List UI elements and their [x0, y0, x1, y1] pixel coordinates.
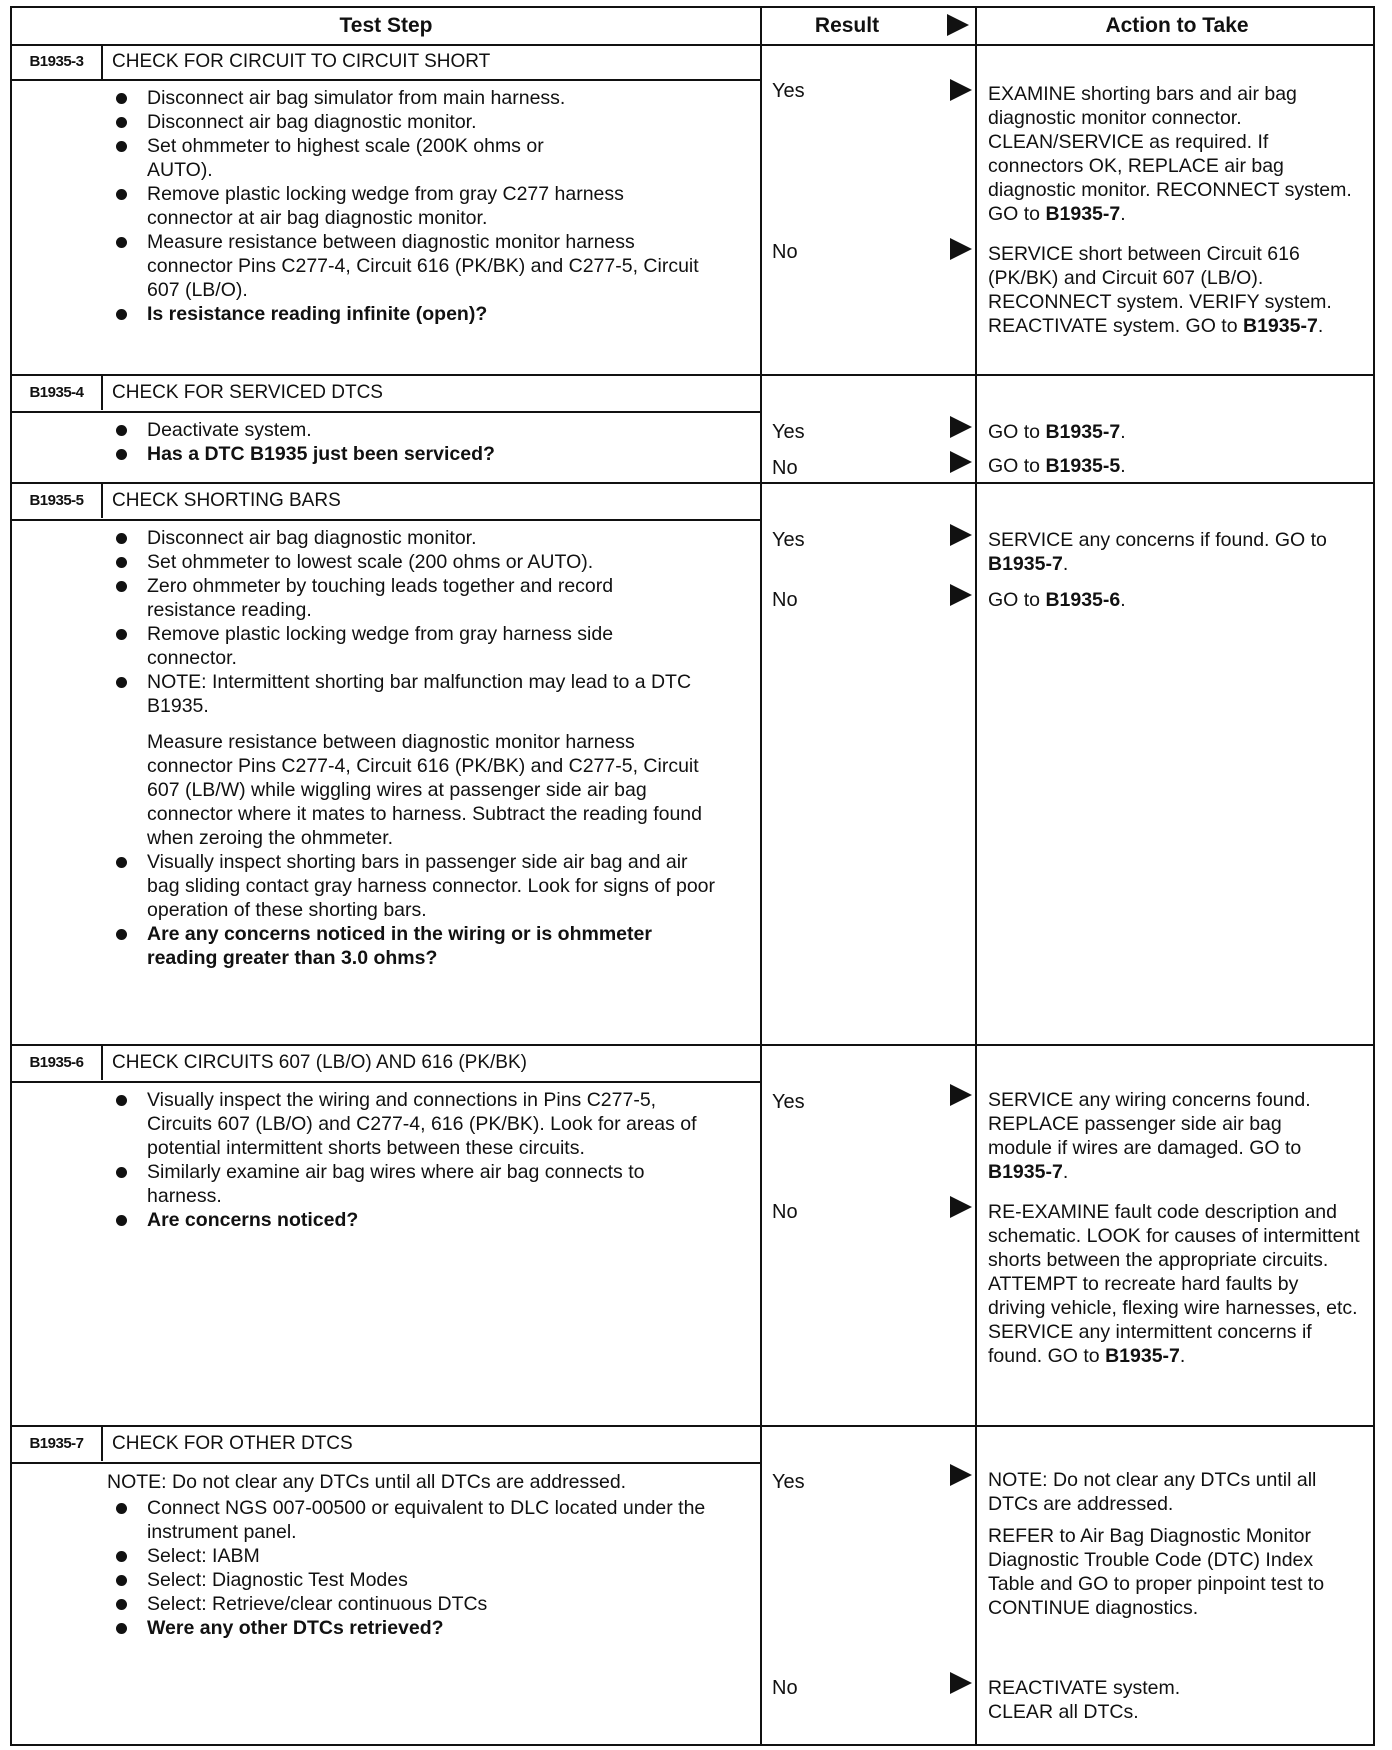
step-paragraph: Measure resistance between diagnostic monitor harness connector Pins C277-4, Circuit 616 (PK/BK) and C277-5, Circuit 607 (LB/W) while wiggling wires at passenger side air bag connector where it mates to harness. Subtract the reading found when zeroing the ohmmeter. [147, 731, 702, 849]
header-result: Result [814, 14, 880, 37]
step-title: CHECK SHORTING BARS [112, 490, 341, 511]
result-no: No [772, 241, 798, 263]
step-title: CHECK FOR SERVICED DTCS [112, 382, 383, 403]
step-instruction: Disconnect air bag simulator from main harness. [107, 86, 747, 110]
step-instruction: Connect NGS 007-00500 or equivalent to DLC located under the instrument panel. [107, 1496, 707, 1544]
arrow-icon [950, 524, 972, 546]
result-yes: Yes [772, 80, 805, 102]
step-body [107, 1470, 747, 1640]
action-no: RE-EXAMINE fault code description and schematic. LOOK for causes of intermittent shorts between the appropriate circuits. ATTEMPT to recreate hard faults by driving vehicle, flexing wire harnesses, etc. SERVICE any intermittent concerns if found. GO to B1935-7. [988, 1201, 1360, 1367]
step-instruction: Select: Retrieve/clear continuous DTCs [107, 1592, 747, 1616]
step-id-divider [101, 376, 103, 410]
step-instruction: Select: Diagnostic Test Modes [107, 1568, 747, 1592]
step-instruction: Visually inspect the wiring and connections in Pins C277-5, Circuits 607 (LB/O) and C277-4, 616 (PK/BK). Look for areas of potential intermittent shorts between these circuits. [107, 1088, 717, 1160]
step-instruction: Deactivate system. [107, 418, 747, 442]
step-question: Are concerns noticed? [107, 1208, 747, 1232]
column-divider-result [760, 8, 762, 1744]
step-id-divider [101, 1427, 103, 1461]
step-title: CHECK FOR CIRCUIT TO CIRCUIT SHORT [112, 51, 491, 72]
step-instruction: Zero ohmmeter by touching leads together and record resistance reading. [107, 574, 707, 622]
header-test-step: Test Step [339, 14, 433, 37]
arrow-icon [950, 79, 972, 101]
result-no: No [772, 589, 798, 611]
arrow-icon [950, 1464, 972, 1486]
arrow-icon [950, 1084, 972, 1106]
step-instruction: Remove plastic locking wedge from gray C277 harness connector at air bag diagnostic monitor. [107, 182, 687, 230]
action-no: GO to B1935-6. [988, 589, 1126, 611]
header-action: Action to Take [1105, 14, 1249, 37]
action-yes: EXAMINE shorting bars and air bag diagnostic monitor connector. CLEAN/SERVICE as required. If connectors OK, REPLACE air bag diagnostic monitor. RECONNECT system. GO to B1935-7. [988, 83, 1352, 225]
step-body [107, 526, 747, 970]
step-instruction: Measure resistance between diagnostic monitor harness connector Pins C277-4, Circuit 616 (PK/BK) and C277-5, Circuit 607 (LB/O). [107, 230, 707, 302]
step-question: Has a DTC B1935 just been serviced? [107, 442, 747, 466]
step-body [107, 86, 747, 326]
arrow-icon [950, 238, 972, 260]
action-yes: GO to B1935-7. [988, 421, 1126, 443]
step-body [107, 418, 747, 466]
action-yes: NOTE: Do not clear any DTCs until all DTCs are addressed. REFER to Air Bag Diagnostic Monitor Diagnostic Trouble Code (DTC) Index Table and GO to proper pinpoint test to CONTINUE diagnostics. [988, 1469, 1325, 1619]
action-no: GO to B1935-5. [988, 455, 1126, 477]
step-instruction: Similarly examine air bag wires where air bag connects to harness. [107, 1160, 687, 1208]
step-instruction: Set ohmmeter to lowest scale (200 ohms or AUTO). [107, 550, 747, 574]
step-id: B1935-5 [29, 492, 84, 509]
step-title-underline [12, 1081, 760, 1083]
step-id-divider [101, 484, 103, 518]
step-id: B1935-6 [29, 1054, 84, 1071]
action-yes: SERVICE any wiring concerns found. REPLACE passenger side air bag module if wires are damaged. GO to B1935-7. [988, 1089, 1311, 1183]
step-title-underline [12, 411, 760, 413]
step-id: B1935-7 [29, 1435, 84, 1452]
step-question: Were any other DTCs retrieved? [107, 1616, 747, 1640]
action-no: REACTIVATE system. CLEAR all DTCs. [988, 1677, 1181, 1723]
step-id-divider [101, 45, 103, 79]
result-yes: Yes [772, 1091, 805, 1113]
step-id: B1935-4 [29, 384, 84, 401]
arrow-icon [950, 1672, 972, 1694]
action-no: SERVICE short between Circuit 616 (PK/BK) and Circuit 607 (LB/O). RECONNECT system. VERIFY system. REACTIVATE system. GO to B1935-7. [988, 243, 1332, 337]
step-id-divider [101, 1046, 103, 1080]
step-instruction: Set ohmmeter to highest scale (200K ohms or AUTO). [107, 134, 607, 182]
arrow-icon [950, 584, 972, 606]
step-title-underline [12, 519, 760, 521]
step-note: NOTE: Do not clear any DTCs until all DTCs are addressed. [107, 1471, 627, 1493]
arrow-icon [950, 416, 972, 438]
step-instruction: Remove plastic locking wedge from gray harness side connector. [107, 622, 707, 670]
result-yes: Yes [772, 421, 805, 443]
step-title-underline [12, 1462, 760, 1464]
step-body [107, 1088, 747, 1232]
step-question: Is resistance reading infinite (open)? [107, 302, 747, 326]
step-id: B1935-3 [29, 53, 84, 70]
diagnostic-table [10, 6, 1375, 1746]
result-no: No [772, 1201, 798, 1223]
arrow-icon [950, 451, 972, 473]
step-question: Are any concerns noticed in the wiring or is ohmmeter reading greater than 3.0 ohms? [107, 922, 707, 970]
result-yes: Yes [772, 1471, 805, 1493]
result-no: No [772, 457, 798, 479]
step-instruction: Visually inspect shorting bars in passenger side air bag and air bag sliding contact gray harness connector. Look for signs of poor operation of these shorting bars. [107, 850, 717, 922]
step-instruction: Disconnect air bag diagnostic monitor. [107, 526, 747, 550]
step-title-underline [12, 79, 760, 81]
step-title: CHECK CIRCUITS 607 (LB/O) AND 616 (PK/BK) [112, 1052, 527, 1073]
step-instruction: Select: IABM [107, 1544, 747, 1568]
action-yes: SERVICE any concerns if found. GO to B1935-7. [988, 529, 1327, 575]
header-arrow-icon [947, 14, 969, 36]
step-title: CHECK FOR OTHER DTCS [112, 1433, 353, 1454]
step-instruction: Disconnect air bag diagnostic monitor. [107, 110, 747, 134]
step-instruction: NOTE: Intermittent shorting bar malfunction may lead to a DTC B1935. [107, 670, 707, 718]
result-yes: Yes [772, 529, 805, 551]
column-divider-action [975, 8, 977, 1744]
arrow-icon [950, 1196, 972, 1218]
result-no: No [772, 1677, 798, 1699]
